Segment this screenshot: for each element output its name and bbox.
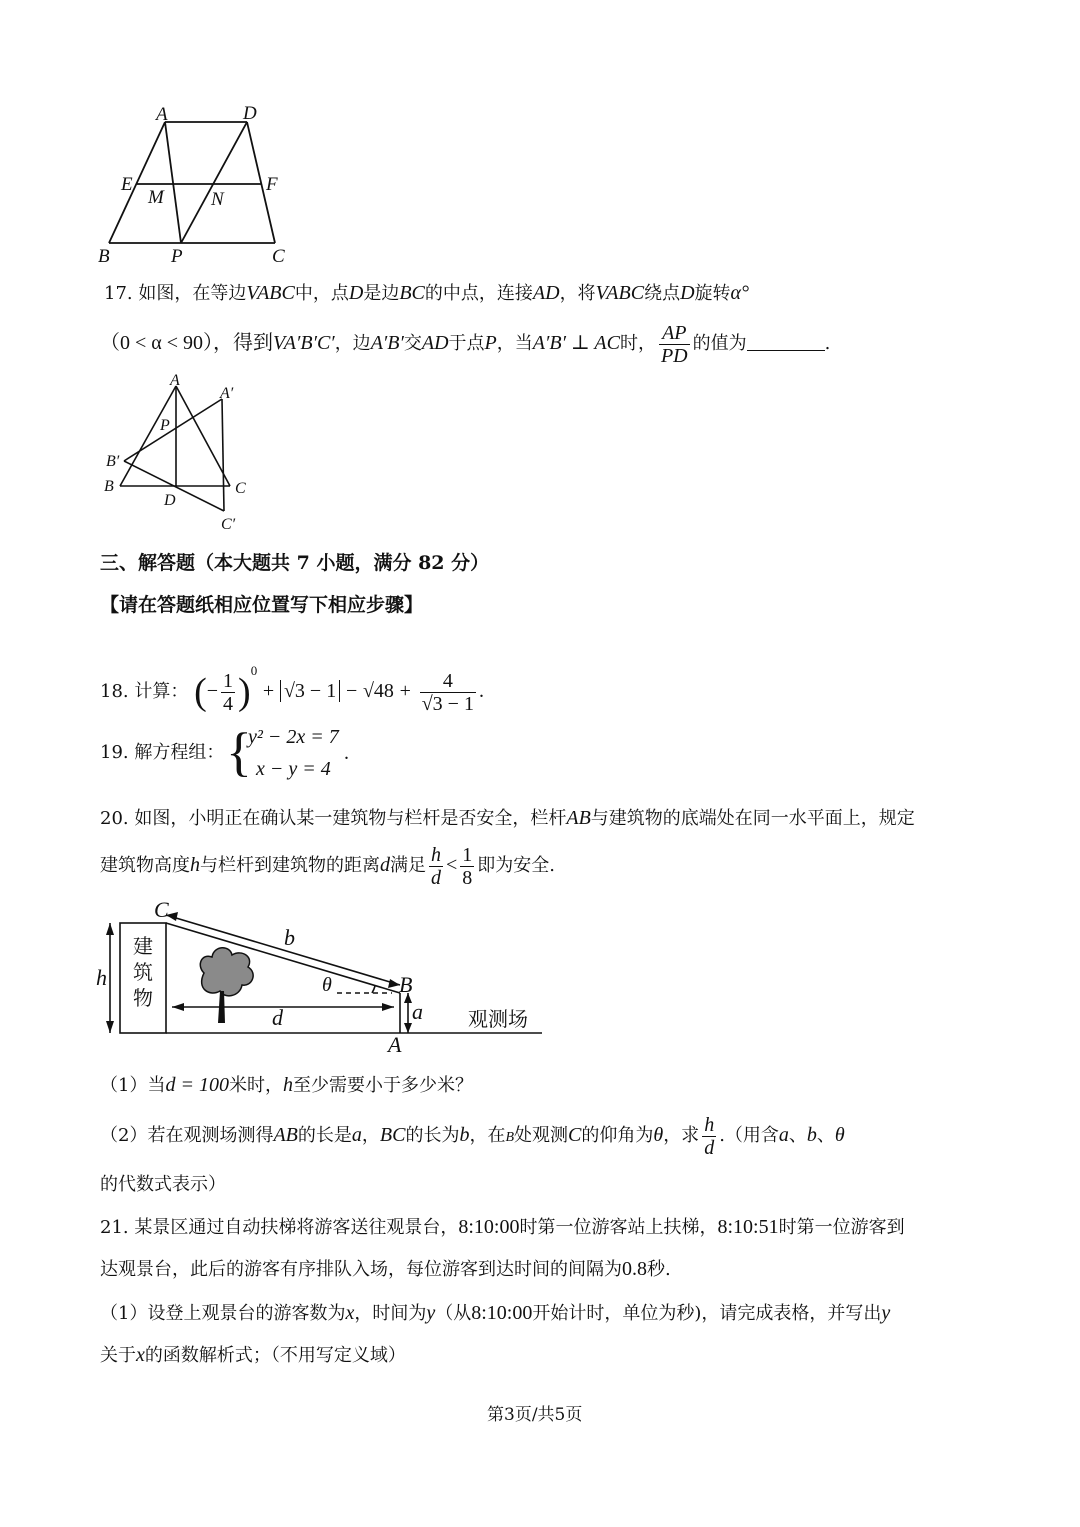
label-P: P — [171, 246, 183, 267]
q20-part2-cont: 的代数式表示） — [100, 1174, 226, 1195]
label-B: B — [104, 478, 114, 495]
label-B: B — [399, 972, 413, 997]
label-C: C — [235, 480, 246, 497]
label-C: C — [154, 897, 169, 922]
answer-blank[interactable] — [747, 332, 825, 351]
label-N: N — [211, 189, 224, 210]
label-theta: θ — [322, 974, 332, 996]
q21-part1-cont: 关于x的函数解析式；（不用写定义域） — [100, 1344, 406, 1366]
q21-line2: 达观景台，此后的游客有序排队入场，每位游客到达时间的间隔为0.8秒. — [100, 1258, 671, 1280]
label-a: a — [412, 999, 423, 1024]
q21-line1: 21. 某景区通过自动扶梯将游客送往观景台，8:10:00时第一位游客站上扶梯，8:10:51时第一位游客到 — [100, 1216, 905, 1238]
q19-dot: . — [344, 742, 349, 764]
section-title: 三、解答题（本大题共 7 小题，满分 82 分） — [100, 552, 490, 574]
label-M: M — [148, 187, 164, 208]
building-char-2: 筑 — [133, 962, 153, 984]
label-A: A — [170, 372, 180, 389]
label-D: D — [164, 492, 176, 509]
rotated-triangle-figure — [98, 372, 263, 537]
label-d: d — [272, 1005, 283, 1030]
building-char-3: 物 — [133, 988, 153, 1010]
q20-line1: 20. 如图，小明正在确认某一建筑物与栏杆是否安全，栏杆AB与建筑物的底端处在同一水平面上，规定 — [100, 807, 915, 829]
label-P: P — [160, 417, 170, 434]
observation-field-label: 观测场 — [468, 1009, 528, 1031]
label-A: A — [156, 104, 168, 125]
brace: { — [226, 722, 252, 782]
tree-icon — [200, 948, 253, 1023]
q21-part1: （1）设登上观景台的游客数为x，时间为y（从8:10:00开始计时，单位为秒)，请完成表格，并写出y — [100, 1302, 891, 1324]
section-note: 【请在答题纸相应位置写下相应步骤】 — [100, 594, 424, 616]
page-number: 第3页/共5页 — [487, 1405, 583, 1425]
label-A-prime: A′ — [220, 385, 234, 402]
label-F: F — [266, 174, 278, 195]
label-B: B — [98, 246, 110, 267]
label-D: D — [243, 103, 257, 124]
equation-2: x − y = 4 — [256, 758, 331, 780]
label-E: E — [121, 174, 133, 195]
building-char-1: 建 — [133, 936, 153, 958]
label-b: b — [284, 925, 295, 950]
label-A: A — [388, 1032, 402, 1057]
equation-1: y² − 2x = 7 — [248, 726, 339, 748]
trapezoid-figure — [90, 100, 300, 270]
q17-line1: 17. 如图，在等边VABC中，点D是边BC的中点，连接AD，将VABC绕点D旋转α° — [104, 282, 750, 304]
q18: 18. 计算： (− $\frac{1}{4}$ )$^0$ + √3 − 1 − √48 + $\frac{4}{√3 - 1}$ . — [100, 663, 484, 715]
label-B-prime: B′ — [106, 453, 120, 470]
q17-line2: （0 < α < 90），得到VA′B′C′，边A′B′交AD于点P，当A′B′ ⊥ AC时， $\frac{AP}{PD}$ 的值为 . — [100, 321, 831, 367]
q20-part1: （1）当d = 100米时，h至少需要小于多少米？ — [100, 1074, 473, 1096]
label-h: h — [96, 965, 107, 990]
q19-label: 19. 解方程组： — [100, 742, 225, 763]
building-railing-figure — [92, 895, 552, 1060]
q20-part2: （2）若在观测场测得AB的长是a，BC的长为b，在B处观测C的仰角为θ，求 $\frac{h}{d}$ .（用含a、b、θ — [100, 1113, 845, 1159]
label-C: C — [272, 246, 285, 267]
label-C-prime: C′ — [221, 516, 236, 533]
q20-line2: 建筑物高度h与栏杆到建筑物的距离d满足 $\frac{h}{d}$ < $\frac{1}{8}$ 即为安全. — [100, 843, 556, 889]
